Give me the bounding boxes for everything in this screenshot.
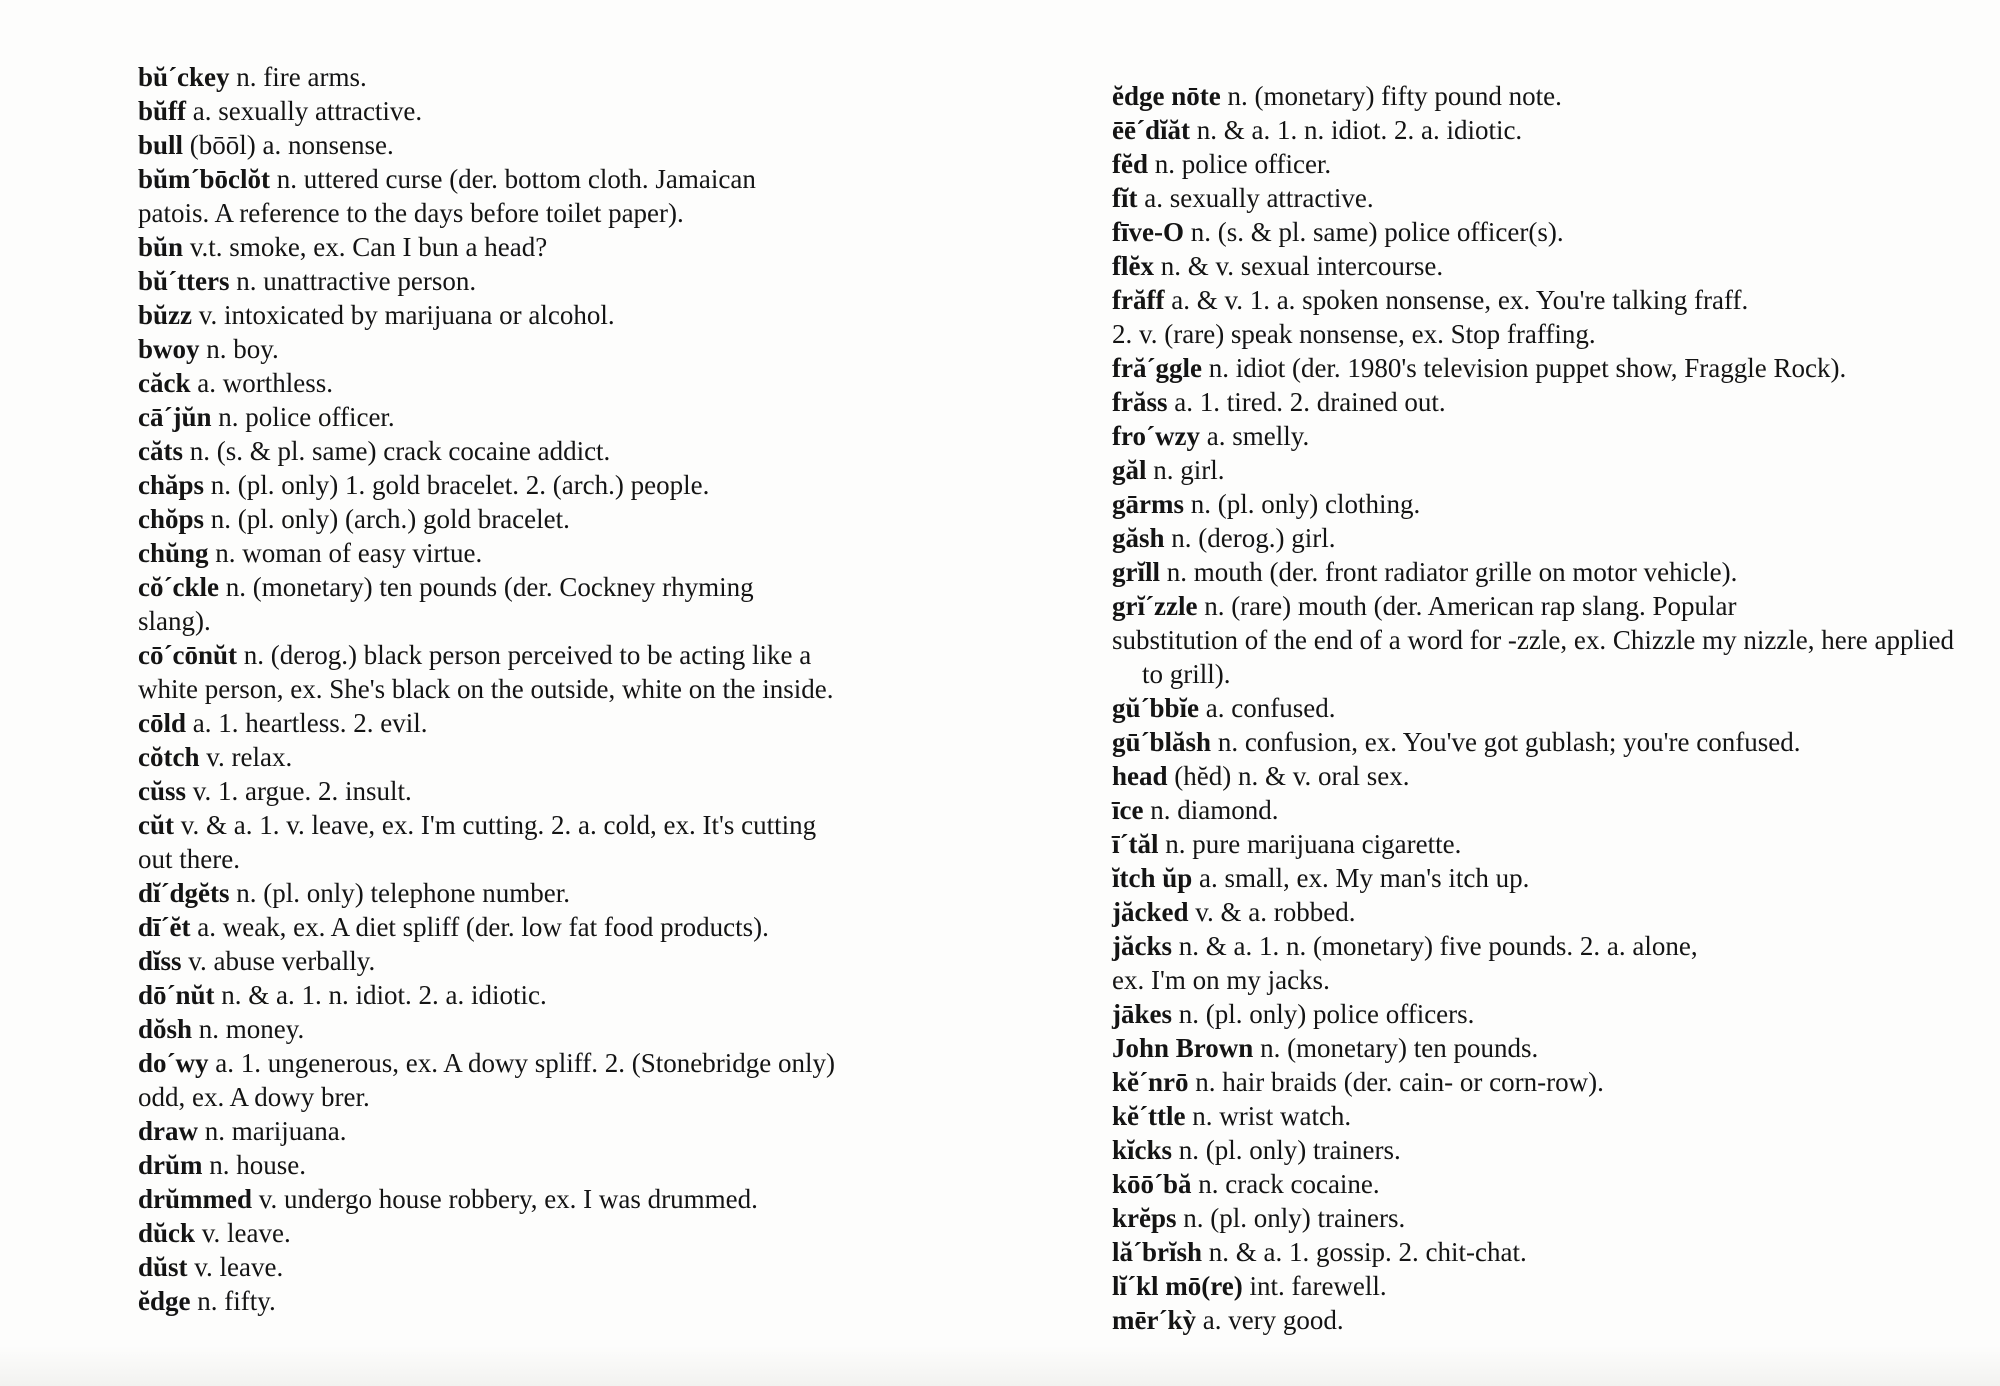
- entry-definition: n. fifty.: [190, 1286, 276, 1316]
- entry-headword: dī´ĕt: [138, 912, 191, 942]
- entry-headword: căts: [138, 436, 183, 466]
- dictionary-entry: [1112, 1201, 1972, 1235]
- dictionary-entry: [138, 1182, 998, 1216]
- entry-continuation: slang).: [138, 606, 211, 636]
- entry-headword: fĕd: [1112, 149, 1148, 179]
- entry-headword: bŭzz: [138, 300, 192, 330]
- entry-headword: cō´cōnŭt: [138, 640, 237, 670]
- entry-continuation: white person, ex. She's black on the outside, white on the inside.: [138, 674, 834, 704]
- right-column: [1112, 79, 1972, 1337]
- entry-definition: a. smelly.: [1199, 421, 1310, 451]
- entry-headword: dō´nŭt: [138, 980, 215, 1010]
- entry-definition: a. 1. heartless. 2. evil.: [186, 708, 428, 738]
- dictionary-entry: [138, 502, 998, 536]
- dictionary-entry: [138, 162, 998, 230]
- dictionary-entry: [1112, 589, 1972, 691]
- entry-continuation: ex. I'm on my jacks.: [1112, 965, 1330, 995]
- entry-headword: fīve-O: [1112, 217, 1184, 247]
- entry-definition: n. (pl. only) 1. gold bracelet. 2. (arch.) people.: [204, 470, 710, 500]
- entry-headword: gŭ´bbĭe: [1112, 693, 1200, 723]
- dictionary-entry: [1112, 453, 1972, 487]
- entry-definition: v. & a. robbed.: [1188, 897, 1356, 927]
- dictionary-entry: [1112, 79, 1972, 113]
- entry-definition: n. (derog.) girl.: [1164, 523, 1336, 553]
- dictionary-entry: [138, 1148, 998, 1182]
- entry-headword: drŭmmed: [138, 1184, 252, 1214]
- entry-definition: n. (pl. only) (arch.) gold bracelet.: [204, 504, 570, 534]
- entry-headword: ĕdge nōte: [1112, 81, 1221, 111]
- entry-definition: a. weak, ex. A diet spliff (der. low fat food products).: [190, 912, 769, 942]
- entry-headword: bŭn: [138, 232, 184, 262]
- entry-headword: lă´brĭsh: [1112, 1237, 1203, 1267]
- dictionary-entry: [138, 706, 998, 740]
- dictionary-entry: [1112, 895, 1972, 929]
- dictionary-entry: [1112, 827, 1972, 861]
- entry-headword: cŏtch: [138, 742, 200, 772]
- dictionary-entry: [1112, 113, 1972, 147]
- entry-definition: int. farewell.: [1242, 1271, 1387, 1301]
- entry-headword: frăff: [1112, 285, 1165, 315]
- dictionary-entry: [138, 808, 998, 876]
- entry-definition: n. (derog.) black person perceived to be acting like a: [236, 640, 812, 670]
- entry-definition: a. small, ex. My man's itch up.: [1192, 863, 1530, 893]
- dictionary-entry: [138, 1012, 998, 1046]
- dictionary-entry: [138, 264, 998, 298]
- entry-definition: n. uttered curse (der. bottom cloth. Jamaican: [270, 164, 756, 194]
- entry-definition: n. girl.: [1146, 455, 1225, 485]
- entry-definition: a. worthless.: [190, 368, 333, 398]
- entry-definition: n. confusion, ex. You've got gublash; you're confused.: [1211, 727, 1801, 757]
- entry-definition: n. (monetary) ten pounds (der. Cockney rhyming: [218, 572, 754, 602]
- dictionary-entry: [138, 1250, 998, 1284]
- dictionary-entry: [1112, 1133, 1972, 1167]
- entry-definition: v. undergo house robbery, ex. I was drummed.: [252, 1184, 758, 1214]
- entry-definition: a. confused.: [1199, 693, 1336, 723]
- entry-definition: n. crack cocaine.: [1191, 1169, 1380, 1199]
- dictionary-entry: [1112, 759, 1972, 793]
- dictionary-entry: [138, 570, 998, 638]
- dictionary-entry: [1112, 419, 1972, 453]
- dictionary-entry: [138, 230, 998, 264]
- entry-definition: n. (pl. only) police officers.: [1172, 999, 1475, 1029]
- dictionary-entry: [1112, 691, 1972, 725]
- dictionary-entry: [1112, 215, 1972, 249]
- entry-definition: n. (pl. only) trainers.: [1172, 1135, 1401, 1165]
- entry-definition: a. very good.: [1195, 1305, 1344, 1335]
- entry-headword: fro´wzy: [1112, 421, 1200, 451]
- dictionary-entry: [1112, 1269, 1972, 1303]
- dictionary-entry: [1112, 351, 1972, 385]
- dictionary-entry: [1112, 997, 1972, 1031]
- entry-definition: n. & a. 1. n. idiot. 2. a. idiotic.: [214, 980, 547, 1010]
- entry-definition: n. (rare) mouth (der. American rap slang. Popular: [1197, 591, 1737, 621]
- dictionary-entry: [1112, 181, 1972, 215]
- entry-headword: grĭ´zzle: [1112, 591, 1198, 621]
- entry-headword: John Brown: [1112, 1033, 1254, 1063]
- entry-continuation: odd, ex. A dowy brer.: [138, 1082, 370, 1112]
- dictionary-entry: [138, 298, 998, 332]
- dictionary-entry: [138, 910, 998, 944]
- dictionary-entry: [138, 944, 998, 978]
- entry-definition: n. unattractive person.: [229, 266, 477, 296]
- entry-headword: kōō´bă: [1112, 1169, 1192, 1199]
- entry-headword: chŭng: [138, 538, 209, 568]
- entry-headword: jăcked: [1112, 897, 1189, 927]
- entry-headword: jākes: [1112, 999, 1172, 1029]
- dictionary-entry: [1112, 487, 1972, 521]
- dictionary-entry: [1112, 929, 1972, 997]
- entry-definition: v. leave.: [187, 1252, 284, 1282]
- dictionary-entry: [138, 536, 998, 570]
- entry-continuation: 2. v. (rare) speak nonsense, ex. Stop fraffing.: [1112, 319, 1596, 349]
- entry-headword: flĕx: [1112, 251, 1154, 281]
- dictionary-entry: [1112, 1235, 1972, 1269]
- entry-headword: chăps: [138, 470, 205, 500]
- dictionary-entry: [138, 876, 998, 910]
- entry-definition: n. wrist watch.: [1185, 1101, 1352, 1131]
- entry-definition: n. & a. 1. gossip. 2. chit-chat.: [1202, 1237, 1527, 1267]
- entry-headword: ēē´dĭăt: [1112, 115, 1190, 145]
- entry-headword: cōld: [138, 708, 187, 738]
- entry-headword: bull: [138, 130, 184, 160]
- dictionary-entry: [138, 774, 998, 808]
- entry-continuation: patois. A reference to the days before toilet paper).: [138, 198, 684, 228]
- entry-headword: căck: [138, 368, 191, 398]
- entry-headword: do´wy: [138, 1048, 209, 1078]
- entry-definition: v. relax.: [199, 742, 293, 772]
- entry-headword: fră´ggle: [1112, 353, 1202, 383]
- entry-definition: n. police officer.: [1148, 149, 1332, 179]
- dictionary-entry: [1112, 793, 1972, 827]
- entry-definition: n. diamond.: [1143, 795, 1279, 825]
- dictionary-entry: [138, 468, 998, 502]
- entry-definition: n. pure marijuana cigarette.: [1158, 829, 1462, 859]
- dictionary-entry: [138, 434, 998, 468]
- entry-definition: n. boy.: [199, 334, 279, 364]
- entry-headword: kĭcks: [1112, 1135, 1173, 1165]
- entry-headword: cŏ´ckle: [138, 572, 219, 602]
- dictionary-entry: [1112, 1167, 1972, 1201]
- entry-headword: īce: [1112, 795, 1144, 825]
- dictionary-entry: [1112, 1099, 1972, 1133]
- entry-headword: chŏps: [138, 504, 205, 534]
- entry-definition: a. 1. tired. 2. drained out.: [1167, 387, 1446, 417]
- entry-definition: n. (s. & pl. same) crack cocaine addict.: [182, 436, 611, 466]
- entry-definition: v. abuse verbally.: [181, 946, 376, 976]
- dictionary-entry: [1112, 521, 1972, 555]
- entry-headword: lĭ´kl mō(re): [1112, 1271, 1243, 1301]
- entry-headword: bŭ´ckey: [138, 62, 230, 92]
- entry-headword: bŭm´bōclŏt: [138, 164, 271, 194]
- entry-definition: v. intoxicated by marijuana or alcohol.: [192, 300, 615, 330]
- page-bottom-shadow: [0, 1346, 2000, 1386]
- entry-headword: frăss: [1112, 387, 1168, 417]
- dictionary-entry: [138, 638, 998, 706]
- entry-definition: n. hair braids (der. cain- or corn-row).: [1188, 1067, 1604, 1097]
- entry-headword: dĭ´dgĕts: [138, 878, 230, 908]
- entry-definition: v. leave.: [195, 1218, 291, 1248]
- dictionary-entry: [138, 60, 998, 94]
- entry-continuation: substitution of the end of a word for -zzle, ex. Chizzle my nizzle, here applied to grill).: [1112, 625, 1954, 689]
- entry-headword: drŭm: [138, 1150, 203, 1180]
- entry-definition: a. sexually attractive.: [1137, 183, 1374, 213]
- entry-definition: n. money.: [192, 1014, 305, 1044]
- dictionary-entry: [1112, 861, 1972, 895]
- entry-definition: n. (pl. only) clothing.: [1183, 489, 1421, 519]
- entry-headword: grĭll: [1112, 557, 1160, 587]
- entry-headword: dŏsh: [138, 1014, 193, 1044]
- dictionary-entry: [138, 1114, 998, 1148]
- dictionary-entry: [1112, 725, 1972, 759]
- entry-headword: mēr´kỳ: [1112, 1305, 1196, 1335]
- entry-headword: krĕps: [1112, 1203, 1177, 1233]
- entry-definition: n. mouth (der. front radiator grille on motor vehicle).: [1160, 557, 1738, 587]
- entry-headword: cŭt: [138, 810, 174, 840]
- dictionary-entry: [1112, 555, 1972, 589]
- dictionary-entry: [138, 332, 998, 366]
- dictionary-entry: [1112, 1303, 1972, 1337]
- entry-definition: n. & v. sexual intercourse.: [1153, 251, 1444, 281]
- dictionary-entry: [1112, 1031, 1972, 1065]
- entry-headword: fĭt: [1112, 183, 1138, 213]
- entry-definition: n. & a. 1. n. idiot. 2. a. idiotic.: [1189, 115, 1523, 145]
- entry-headword: head: [1112, 761, 1168, 791]
- entry-headword: kĕ´nrō: [1112, 1067, 1189, 1097]
- entry-definition: n. idiot (der. 1980's television puppet show, Fraggle Rock).: [1201, 353, 1847, 383]
- entry-definition: n. (pl. only) trainers.: [1176, 1203, 1406, 1233]
- entry-headword: kĕ´ttle: [1112, 1101, 1186, 1131]
- entry-headword: găsh: [1112, 523, 1165, 553]
- entry-definition: n. police officer.: [211, 402, 395, 432]
- entry-definition: n. (monetary) fifty pound note.: [1220, 81, 1562, 111]
- entry-headword: găl: [1112, 455, 1147, 485]
- entry-definition: v. & a. 1. v. leave, ex. I'm cutting. 2. a. cold, ex. It's cutting: [174, 810, 817, 840]
- dictionary-entry: [138, 94, 998, 128]
- dictionary-entry: [138, 740, 998, 774]
- left-column: [138, 60, 998, 1318]
- entry-headword: cŭss: [138, 776, 187, 806]
- entry-definition: n. (pl. only) telephone number.: [229, 878, 570, 908]
- dictionary-entry: [1112, 283, 1972, 351]
- entry-headword: gū´blăsh: [1112, 727, 1212, 757]
- entry-definition: n. (s. & pl. same) police officer(s).: [1183, 217, 1564, 247]
- entry-headword: dŭst: [138, 1252, 188, 1282]
- entry-headword: dŭck: [138, 1218, 196, 1248]
- entry-definition: v. 1. argue. 2. insult.: [186, 776, 412, 806]
- entry-definition: (bōōl) a. nonsense.: [183, 130, 394, 160]
- dictionary-entry: [1112, 147, 1972, 181]
- entry-definition: n. (monetary) ten pounds.: [1253, 1033, 1539, 1063]
- entry-definition: a. sexually attractive.: [186, 96, 423, 126]
- entry-headword: ĕdge: [138, 1286, 191, 1316]
- dictionary-entry: [138, 1046, 998, 1114]
- entry-headword: dĭss: [138, 946, 182, 976]
- entry-headword: bŭff: [138, 96, 187, 126]
- entry-headword: bŭ´tters: [138, 266, 230, 296]
- entry-headword: bwoy: [138, 334, 200, 364]
- dictionary-entry: [138, 366, 998, 400]
- entry-headword: draw: [138, 1116, 198, 1146]
- entry-headword: cā´jŭn: [138, 402, 212, 432]
- entry-definition: n. house.: [202, 1150, 307, 1180]
- entry-definition: n. & a. 1. n. (monetary) five pounds. 2. a. alone,: [1172, 931, 1698, 961]
- dictionary-entry: [138, 128, 998, 162]
- dictionary-entry: [138, 1216, 998, 1250]
- entry-definition: n. fire arms.: [229, 62, 367, 92]
- entry-headword: gārms: [1112, 489, 1184, 519]
- dictionary-entry: [1112, 249, 1972, 283]
- entry-headword: ĭtch ŭp: [1112, 863, 1193, 893]
- entry-definition: a. 1. ungenerous, ex. A dowy spliff. 2. (Stonebridge only): [208, 1048, 835, 1078]
- entry-headword: ī´tăl: [1112, 829, 1159, 859]
- dictionary-entry: [1112, 385, 1972, 419]
- entry-definition: v.t. smoke, ex. Can I bun a head?: [183, 232, 548, 262]
- entry-definition: n. marijuana.: [198, 1116, 347, 1146]
- entry-continuation: out there.: [138, 844, 240, 874]
- dictionary-entry: [138, 1284, 998, 1318]
- entry-definition: a. & v. 1. a. spoken nonsense, ex. You're talking fraff.: [1164, 285, 1749, 315]
- entry-definition: n. woman of easy virtue.: [208, 538, 483, 568]
- entry-definition: (hĕd) n. & v. oral sex.: [1167, 761, 1410, 791]
- entry-headword: jăcks: [1112, 931, 1172, 961]
- dictionary-entry: [138, 400, 998, 434]
- dictionary-entry: [138, 978, 998, 1012]
- dictionary-entry: [1112, 1065, 1972, 1099]
